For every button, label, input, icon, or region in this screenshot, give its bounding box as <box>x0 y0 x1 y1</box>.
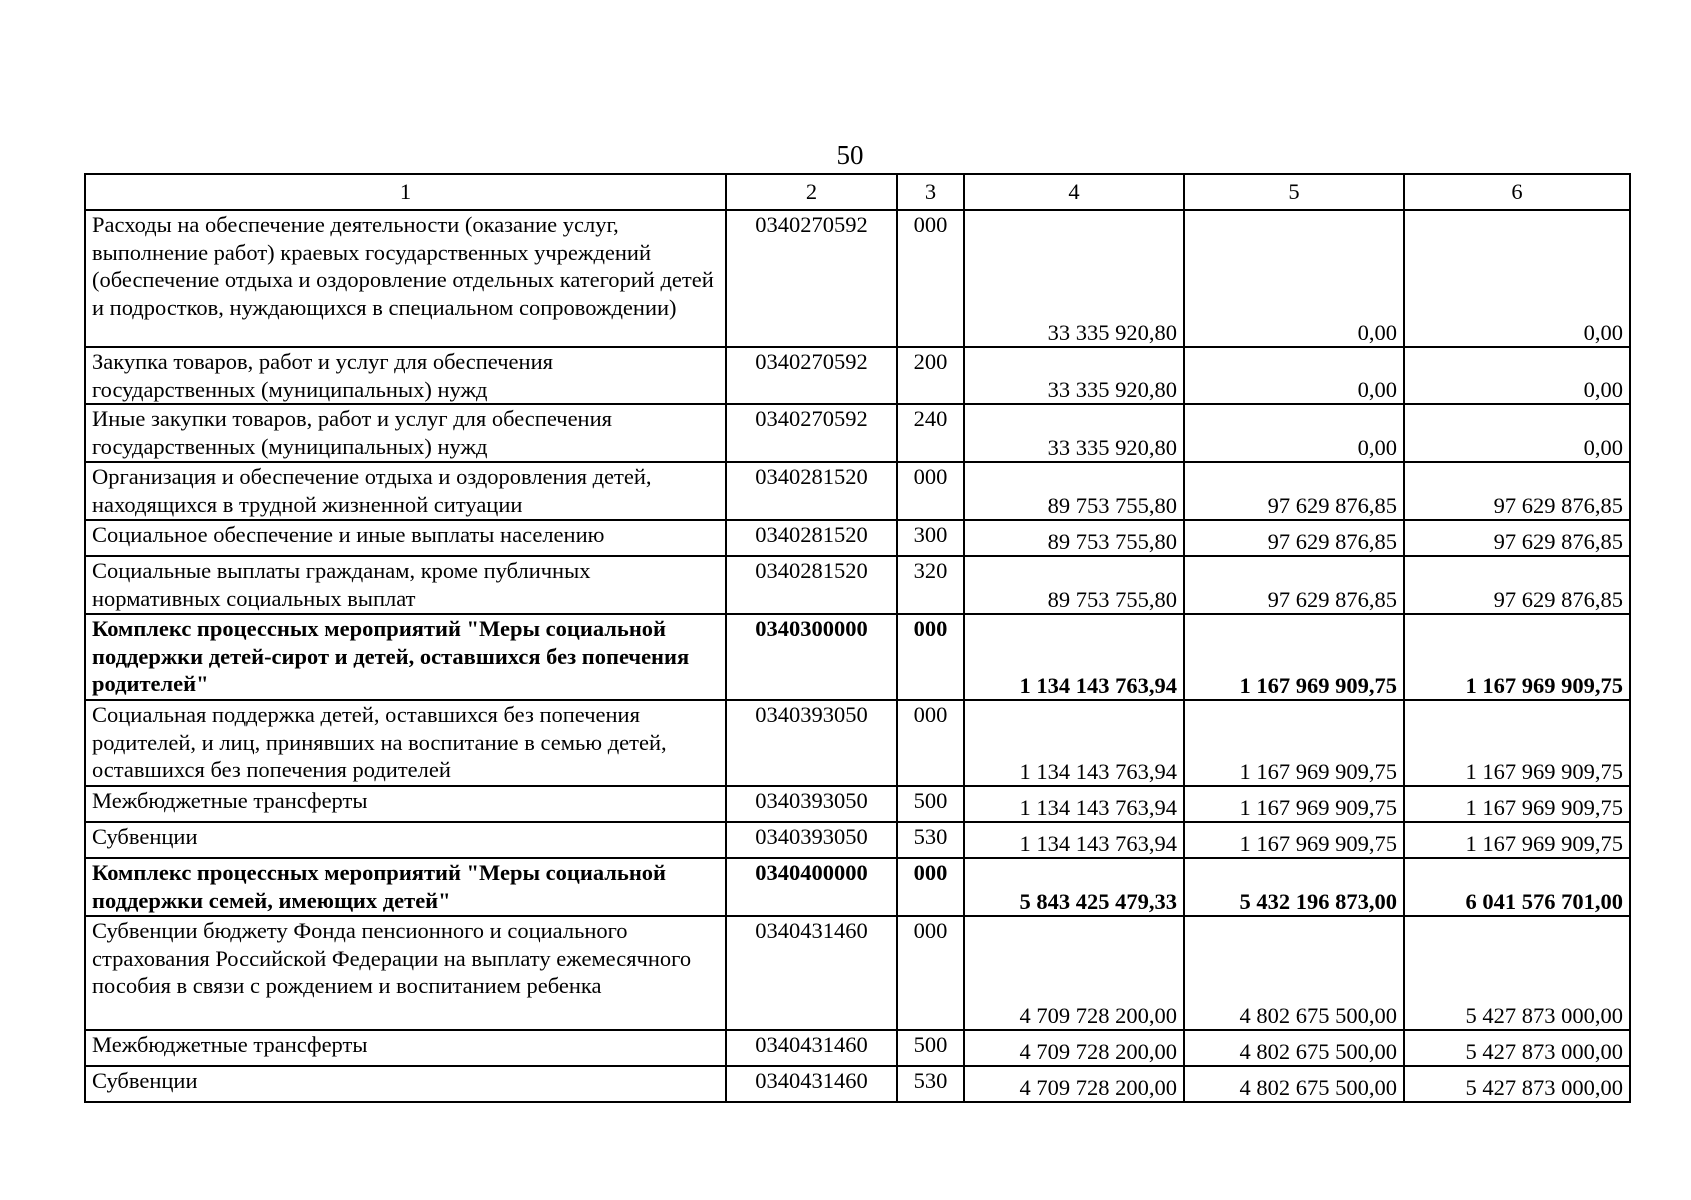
table-header-row <box>85 174 1630 210</box>
row-type-cell: 500 <box>897 1030 964 1066</box>
row-value-5-cell: 0,00 <box>1184 210 1404 347</box>
row-name-cell: Социальные выплаты гражданам, кроме публичных нормативных социальных выплат <box>85 556 726 614</box>
row-value-4-cell: 1 134 143 763,94 <box>964 822 1184 858</box>
row-type-cell: 530 <box>897 1066 964 1102</box>
row-name-cell: Межбюджетные трансферты <box>85 786 726 822</box>
budget-table <box>84 173 1631 1103</box>
column-header-2: 2 <box>726 174 897 210</box>
row-type-cell: 530 <box>897 822 964 858</box>
column-header-6: 6 <box>1404 174 1630 210</box>
row-value-4-cell: 1 134 143 763,94 <box>964 700 1184 786</box>
row-value-6-cell: 1 167 969 909,75 <box>1404 614 1630 700</box>
row-type-cell: 000 <box>897 462 964 520</box>
table-row <box>85 786 1630 822</box>
row-name-cell: Закупка товаров, работ и услуг для обеспечения государственных (муниципальных) нужд <box>85 347 726 404</box>
row-name-cell: Иные закупки товаров, работ и услуг для обеспечения государственных (муниципальных) нужд <box>85 404 726 462</box>
table-row-section <box>85 858 1630 916</box>
row-value-6-cell: 97 629 876,85 <box>1404 520 1630 556</box>
row-value-6-cell: 5 427 873 000,00 <box>1404 1030 1630 1066</box>
row-name-cell: Комплекс процессных мероприятий "Меры социальной поддержки детей-сирот и детей, оставшихся без попечения родителей" <box>85 614 726 700</box>
row-value-4-cell: 4 709 728 200,00 <box>964 1066 1184 1102</box>
row-value-6-cell: 97 629 876,85 <box>1404 556 1630 614</box>
row-value-4-cell: 4 709 728 200,00 <box>964 916 1184 1030</box>
row-code-cell: 0340431460 <box>726 1030 897 1066</box>
row-code-cell: 0340300000 <box>726 614 897 700</box>
row-code-cell: 0340270592 <box>726 404 897 462</box>
row-code-cell: 0340270592 <box>726 210 897 347</box>
row-value-4-cell: 89 753 755,80 <box>964 556 1184 614</box>
column-header-5: 5 <box>1184 174 1404 210</box>
table-row <box>85 556 1630 614</box>
row-value-4-cell: 1 134 143 763,94 <box>964 614 1184 700</box>
table-row <box>85 1066 1630 1102</box>
table-row <box>85 916 1630 1030</box>
row-type-cell: 000 <box>897 614 964 700</box>
row-value-5-cell: 0,00 <box>1184 347 1404 404</box>
row-value-6-cell: 1 167 969 909,75 <box>1404 786 1630 822</box>
row-value-5-cell: 1 167 969 909,75 <box>1184 822 1404 858</box>
row-value-6-cell: 97 629 876,85 <box>1404 462 1630 520</box>
column-header-1: 1 <box>85 174 726 210</box>
row-value-4-cell: 89 753 755,80 <box>964 520 1184 556</box>
table-row-section <box>85 614 1630 700</box>
row-value-4-cell: 33 335 920,80 <box>964 347 1184 404</box>
row-value-6-cell: 0,00 <box>1404 210 1630 347</box>
row-code-cell: 0340393050 <box>726 700 897 786</box>
row-code-cell: 0340393050 <box>726 822 897 858</box>
row-value-5-cell: 1 167 969 909,75 <box>1184 786 1404 822</box>
row-code-cell: 0340431460 <box>726 916 897 1030</box>
row-value-5-cell: 4 802 675 500,00 <box>1184 916 1404 1030</box>
row-code-cell: 0340281520 <box>726 462 897 520</box>
row-code-cell: 0340400000 <box>726 858 897 916</box>
row-value-6-cell: 5 427 873 000,00 <box>1404 1066 1630 1102</box>
row-name-cell: Субвенции <box>85 822 726 858</box>
table-row <box>85 404 1630 462</box>
row-value-5-cell: 1 167 969 909,75 <box>1184 700 1404 786</box>
row-type-cell: 000 <box>897 210 964 347</box>
row-name-cell: Расходы на обеспечение деятельности (оказание услуг, выполнение работ) краевых государственных учреждений (обеспечение отдыха и оздоровление отдельных категорий детей и подростков, нуждающихся в специальном сопровождении) <box>85 210 726 347</box>
row-value-6-cell: 1 167 969 909,75 <box>1404 822 1630 858</box>
table-row <box>85 347 1630 404</box>
row-code-cell: 0340270592 <box>726 347 897 404</box>
row-type-cell: 200 <box>897 347 964 404</box>
row-type-cell: 320 <box>897 556 964 614</box>
column-header-3: 3 <box>897 174 964 210</box>
row-name-cell: Субвенции <box>85 1066 726 1102</box>
row-value-6-cell: 6 041 576 701,00 <box>1404 858 1630 916</box>
row-value-4-cell: 4 709 728 200,00 <box>964 1030 1184 1066</box>
row-code-cell: 0340281520 <box>726 556 897 614</box>
row-name-cell: Социальная поддержка детей, оставшихся без попечения родителей, и лиц, принявших на воспитание в семью детей, оставшихся без попечения родителей <box>85 700 726 786</box>
row-name-cell: Организация и обеспечение отдыха и оздоровления детей, находящихся в трудной жизненной ситуации <box>85 462 726 520</box>
row-name-cell: Субвенции бюджету Фонда пенсионного и социального страхования Российской Федерации на выплату ежемесячного пособия в связи с рождением и воспитанием ребенка <box>85 916 726 1030</box>
row-code-cell: 0340281520 <box>726 520 897 556</box>
row-value-4-cell: 5 843 425 479,33 <box>964 858 1184 916</box>
column-header-4: 4 <box>964 174 1184 210</box>
row-type-cell: 000 <box>897 916 964 1030</box>
row-value-5-cell: 97 629 876,85 <box>1184 520 1404 556</box>
row-name-cell: Межбюджетные трансферты <box>85 1030 726 1066</box>
row-value-5-cell: 1 167 969 909,75 <box>1184 614 1404 700</box>
table-row <box>85 822 1630 858</box>
table-row <box>85 210 1630 347</box>
row-value-5-cell: 4 802 675 500,00 <box>1184 1030 1404 1066</box>
row-value-4-cell: 1 134 143 763,94 <box>964 786 1184 822</box>
row-type-cell: 240 <box>897 404 964 462</box>
row-value-4-cell: 89 753 755,80 <box>964 462 1184 520</box>
row-value-6-cell: 5 427 873 000,00 <box>1404 916 1630 1030</box>
row-value-6-cell: 0,00 <box>1404 347 1630 404</box>
table-row <box>85 1030 1630 1066</box>
row-value-5-cell: 0,00 <box>1184 404 1404 462</box>
table-row <box>85 462 1630 520</box>
row-name-cell: Комплекс процессных мероприятий "Меры социальной поддержки семей, имеющих детей" <box>85 858 726 916</box>
row-code-cell: 0340431460 <box>726 1066 897 1102</box>
row-code-cell: 0340393050 <box>726 786 897 822</box>
row-type-cell: 500 <box>897 786 964 822</box>
table-row <box>85 700 1630 786</box>
row-name-cell: Социальное обеспечение и иные выплаты населению <box>85 520 726 556</box>
row-value-6-cell: 1 167 969 909,75 <box>1404 700 1630 786</box>
row-value-5-cell: 97 629 876,85 <box>1184 556 1404 614</box>
table-row <box>85 520 1630 556</box>
row-value-5-cell: 5 432 196 873,00 <box>1184 858 1404 916</box>
row-type-cell: 000 <box>897 700 964 786</box>
row-value-4-cell: 33 335 920,80 <box>964 210 1184 347</box>
page-number: 50 <box>836 140 864 170</box>
row-value-5-cell: 97 629 876,85 <box>1184 462 1404 520</box>
row-value-6-cell: 0,00 <box>1404 404 1630 462</box>
row-type-cell: 000 <box>897 858 964 916</box>
row-value-5-cell: 4 802 675 500,00 <box>1184 1066 1404 1102</box>
row-type-cell: 300 <box>897 520 964 556</box>
row-value-4-cell: 33 335 920,80 <box>964 404 1184 462</box>
